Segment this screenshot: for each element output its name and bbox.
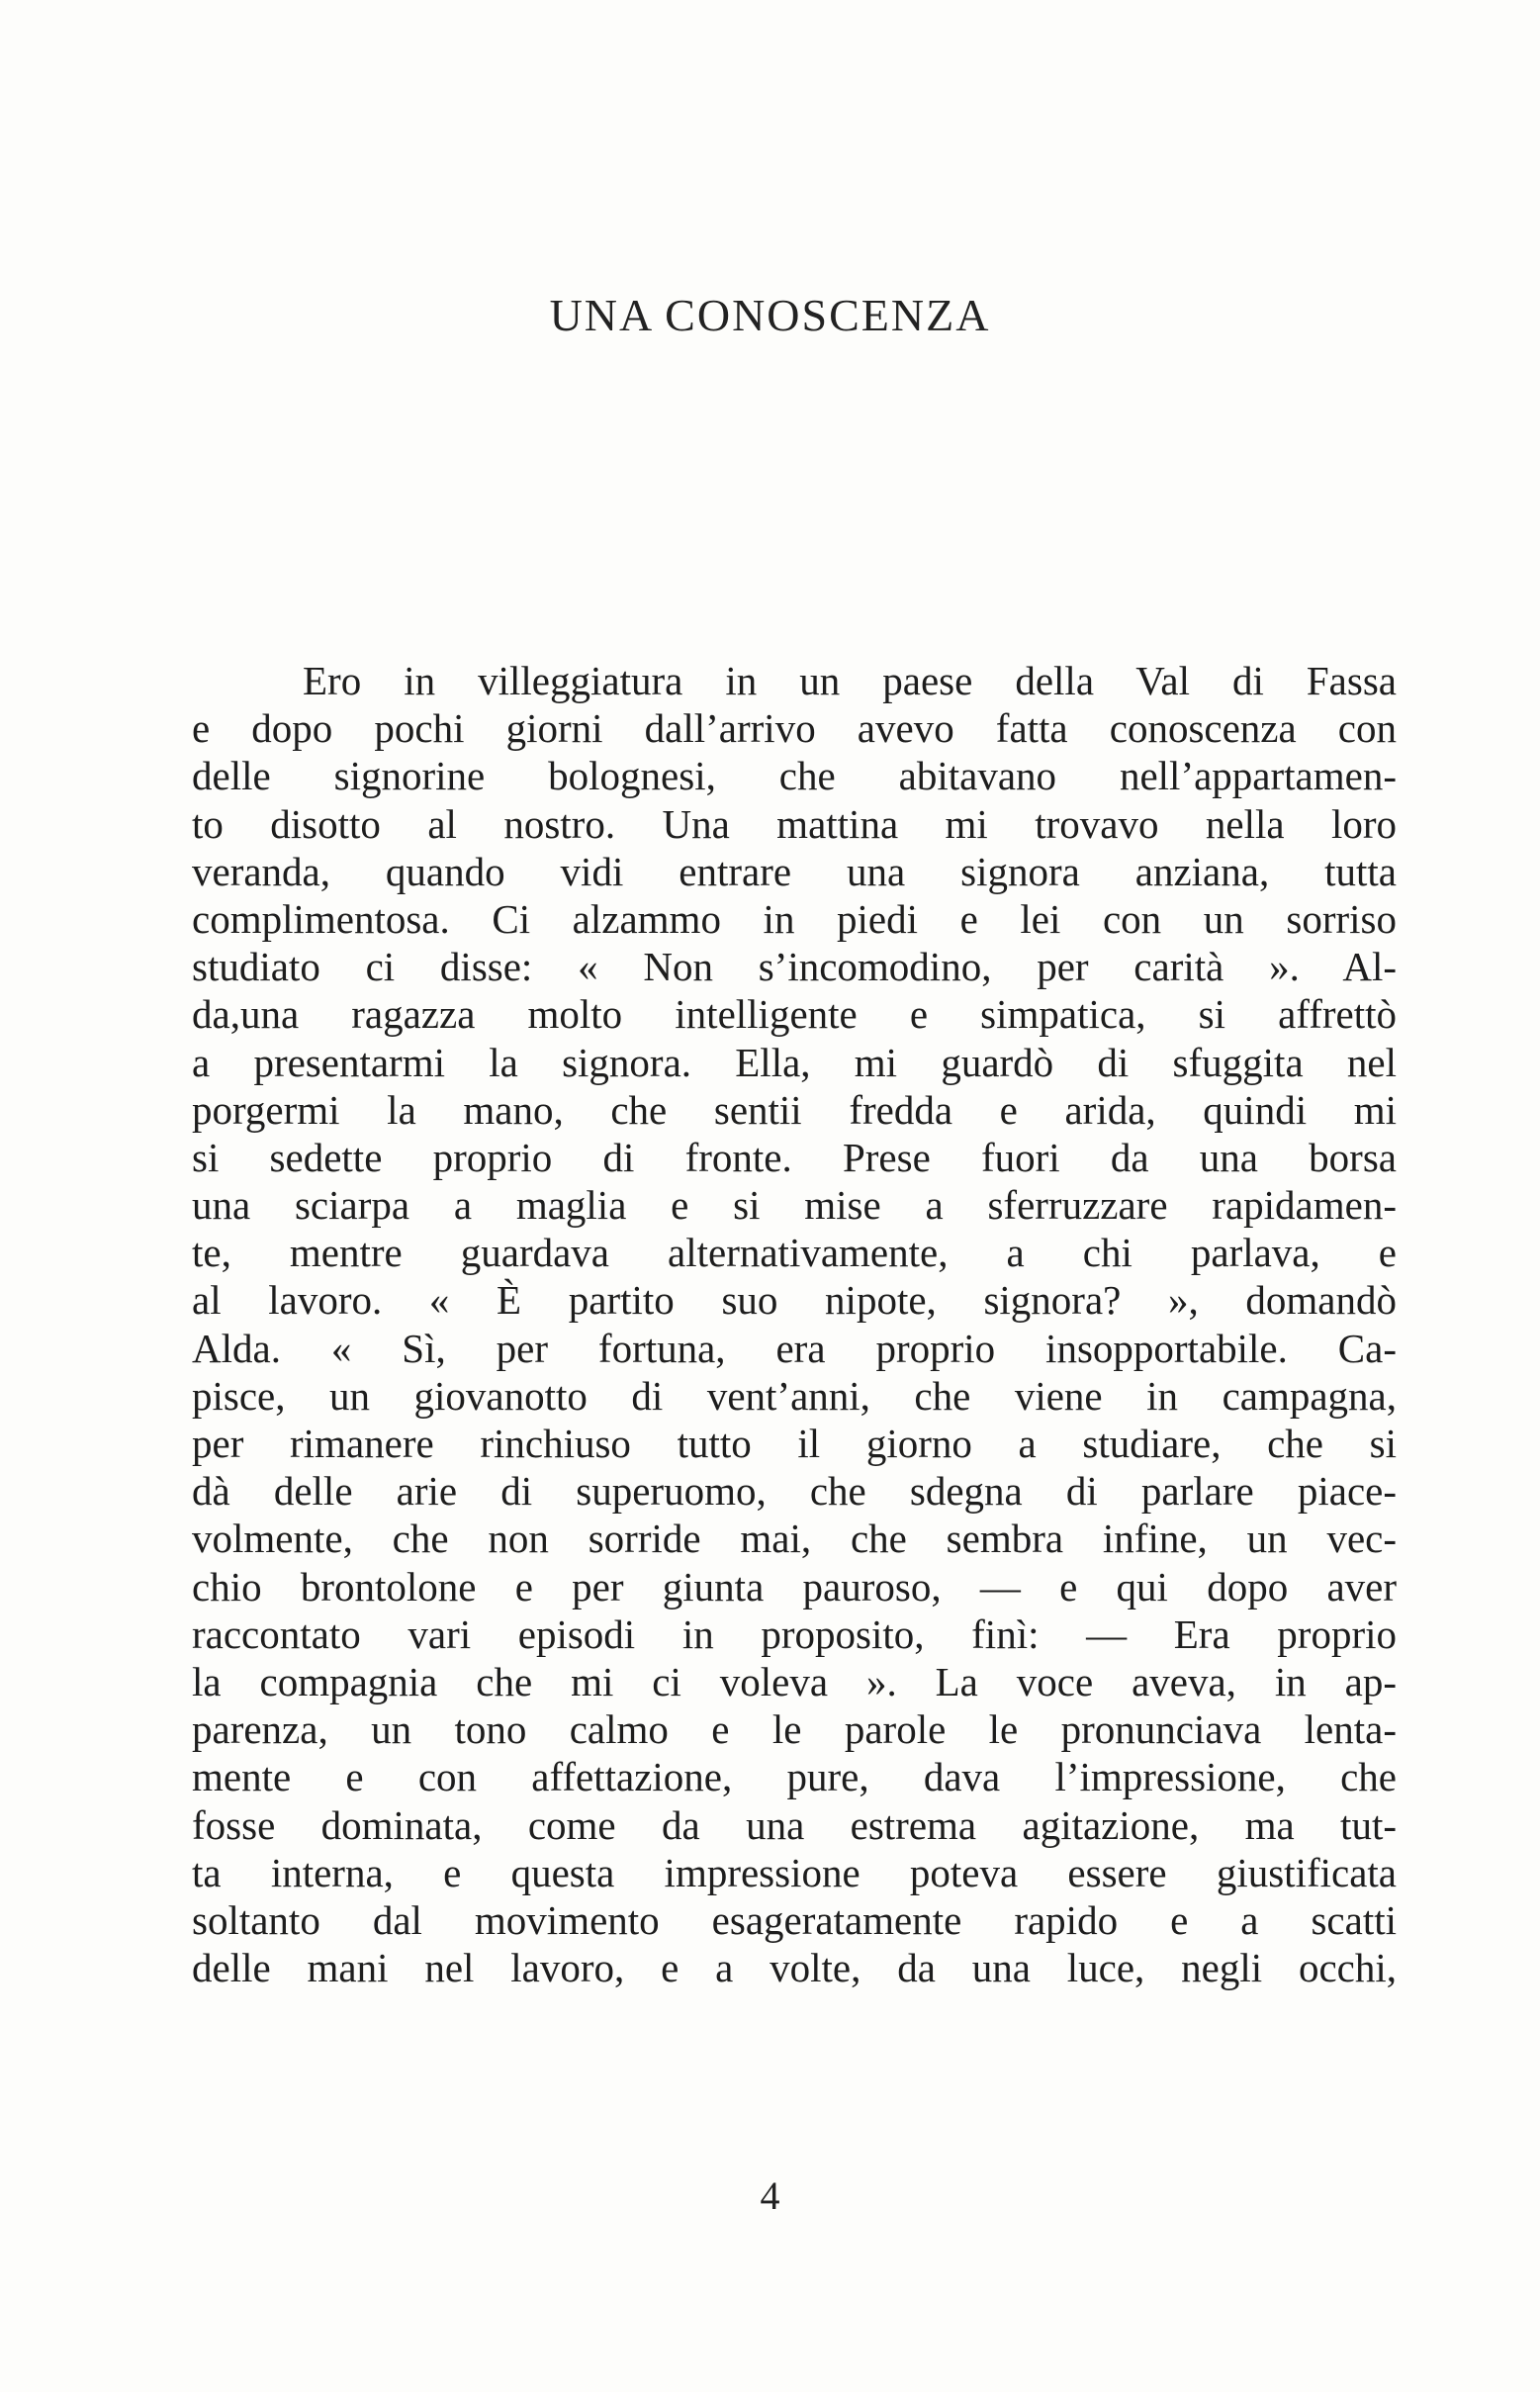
text-line: delle signorine bolognesi, che abitavano nell’appartamen- xyxy=(192,753,1397,799)
text-line: volmente, che non sorride mai, che sembra infine, un vec- xyxy=(192,1516,1397,1562)
text-line: studiato ci disse: « Non s’incomodino, per carità ». Al- xyxy=(192,944,1397,990)
text-line: chio brontolone e per giunta pauroso, — e qui dopo aver xyxy=(192,1563,1397,1610)
text-line: veranda, quando vidi entrare una signora anziana, tutta xyxy=(192,848,1397,894)
text-line: soltanto dal movimento esageratamente rapido e a scatti xyxy=(192,1896,1397,1943)
chapter-title: UNA CONOSCENZA xyxy=(549,290,991,340)
text-line: fosse dominata, come da una estrema agitazione, ma tut- xyxy=(192,1801,1397,1848)
text-line: raccontato vari episodi in proposito, finì: — Era proprio xyxy=(192,1610,1397,1657)
text-line: parenza, un tono calmo e le parole le pronunciava lenta- xyxy=(192,1706,1397,1753)
text-line: te, mentre guardava alternativamente, a chi parlava, e xyxy=(192,1230,1397,1276)
text-line: Alda. « Sì, per fortuna, era proprio insopportabile. Ca- xyxy=(192,1325,1397,1371)
body-text xyxy=(192,657,1397,1991)
text-line: al lavoro. « È partito suo nipote, signora? », domandò xyxy=(192,1277,1397,1324)
text-line: porgermi la mano, che sentii fredda e arida, quindi mi xyxy=(192,1086,1397,1133)
text-line: mente e con affettazione, pure, dava l’impressione, che xyxy=(192,1754,1397,1800)
text-line: Ero in villeggiatura in un paese della Val di Fassa xyxy=(303,658,1397,703)
text-line: to disotto al nostro. Una mattina mi trovavo nella loro xyxy=(192,800,1397,847)
text-line: per rimanere rinchiuso tutto il giorno a studiare, che si xyxy=(192,1421,1397,1466)
text-line: pisce, un giovanotto di vent’anni, che viene in campagna, xyxy=(192,1372,1397,1419)
text-line: dà delle arie di superuomo, che sdegna di parlare piace- xyxy=(192,1468,1397,1515)
text-line: complimentosa. Ci alzammo in piedi e lei con un sorriso xyxy=(192,895,1397,942)
text-line: delle mani nel lavoro, e a volte, da una luce, negli occhi, xyxy=(192,1945,1397,1991)
text-line: una sciarpa a maglia e si mise a sferruzzare rapidamen- xyxy=(192,1182,1397,1229)
text-line: la compagnia che mi ci voleva ». La voce aveva, in ap- xyxy=(192,1658,1397,1704)
page-number: 4 xyxy=(760,2173,780,2218)
text-line: si sedette proprio di fronte. Prese fuori da una borsa xyxy=(192,1134,1397,1180)
text-line: ta interna, e questa impressione poteva essere giustificata xyxy=(192,1849,1397,1895)
text-line: da,una ragazza molto intelligente e simpatica, si affrettò xyxy=(192,991,1397,1038)
text-line: a presentarmi la signora. Ella, mi guardò di sfuggita nel xyxy=(192,1039,1397,1085)
text-line: e dopo pochi giorni dall’arrivo avevo fatta conoscenza con xyxy=(192,705,1397,752)
